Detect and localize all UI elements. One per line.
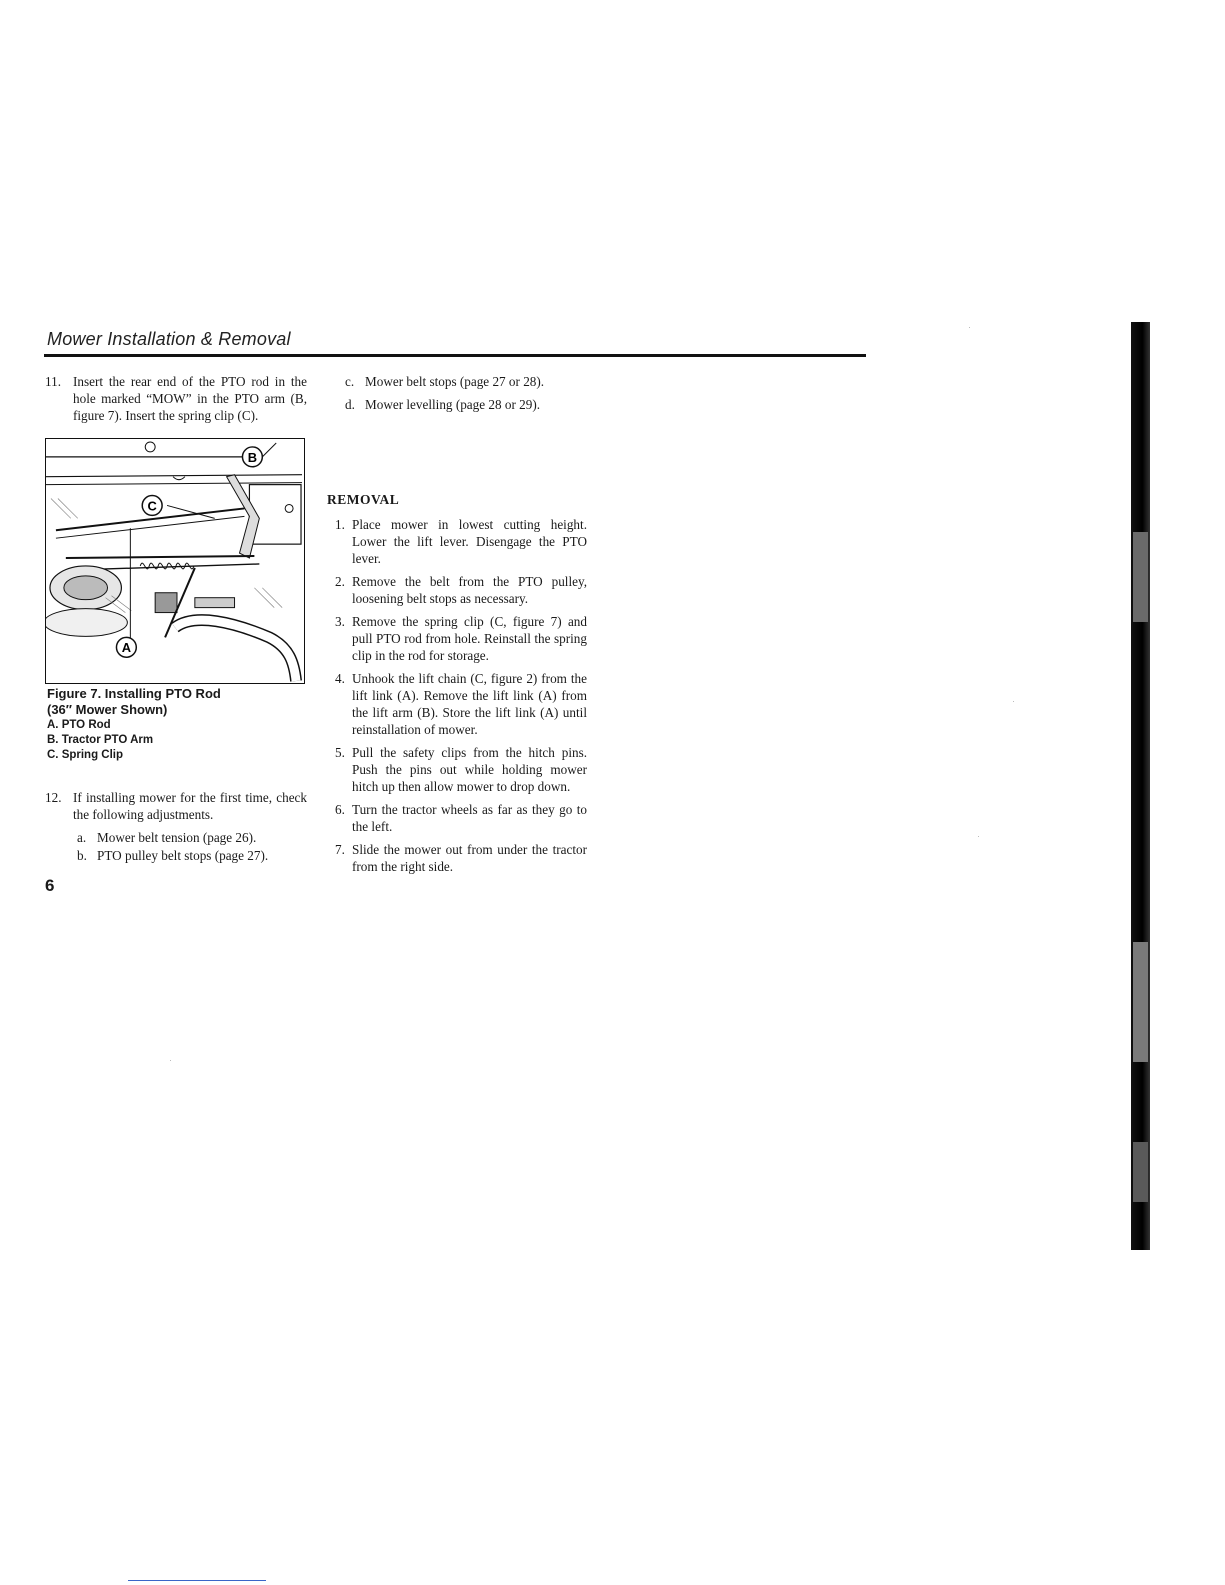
removal-step-3 — [327, 613, 587, 664]
svg-text:B: B — [247, 449, 258, 465]
sub-step-text: PTO pulley belt stops (page 27). — [97, 848, 269, 863]
page-number: 6 — [45, 876, 55, 895]
removal-step-7 — [327, 841, 587, 875]
caption-legend-b: B. Tractor PTO Arm — [47, 734, 154, 746]
right-column — [327, 373, 587, 881]
scan-speckle — [170, 1060, 171, 1061]
bottom-rule — [128, 1580, 266, 1581]
step-text: Pull the safety clips from the hitch pins. Push the pins out while holding mower hitch up then allow mower to drop down. — [352, 745, 587, 794]
binding-edge — [1131, 322, 1150, 1250]
step-text: Place mower in lowest cutting height. Lower the lift lever. Disengage the PTO lever. — [352, 517, 587, 566]
step-text: If installing mower for the first time, check the following adjustments. — [73, 790, 307, 822]
removal-step-1 — [327, 516, 587, 567]
step-text: Unhook the lift chain (C, figure 2) from the lift link (A). Remove the lift link (A) from the lift arm (B). Store the lift link (A) until reinstallation of mower. — [352, 671, 587, 737]
step-text: Remove the belt from the PTO pulley, loosening belt stops as necessary. — [352, 574, 587, 606]
scan-speckle — [1013, 701, 1014, 702]
caption-legend-c: C. Spring Clip — [47, 749, 124, 761]
step-text: Insert the rear end of the PTO rod in the hole marked “MOW” in the PTO arm (B, figure 7). Insert the spring clip (C). — [73, 374, 307, 423]
step-11 — [45, 373, 307, 424]
sub-step-letter: c. — [345, 374, 355, 389]
sub-step-letter: d. — [345, 397, 355, 412]
step-number: 4. — [335, 671, 345, 686]
sub-step-text: Mower levelling (page 28 or 29). — [365, 397, 541, 412]
scan-speckle — [969, 327, 970, 328]
step-number: 12. — [45, 790, 62, 805]
removal-step-2 — [327, 573, 587, 607]
caption-title: Figure 7. Installing PTO Rod — [47, 686, 221, 701]
sub-step-d — [327, 396, 587, 413]
sub-step-letter: a. — [77, 830, 87, 845]
step-number: 6. — [335, 802, 345, 817]
figure-7-illustration — [45, 438, 305, 684]
step-number: 2. — [335, 574, 345, 589]
title-rule — [44, 354, 866, 357]
sub-step-a — [45, 829, 307, 846]
step-number: 11. — [45, 374, 61, 389]
sub-step-text: Mower belt stops (page 27 or 28). — [365, 374, 545, 389]
step-number: 1. — [335, 517, 345, 532]
left-column-lower — [45, 789, 307, 870]
caption-legend-a: A. PTO Rod — [47, 719, 111, 731]
removal-heading: REMOVAL — [327, 492, 400, 507]
step-number: 7. — [335, 842, 345, 857]
removal-step-4 — [327, 670, 587, 738]
section-title: Mower Installation & Removal — [47, 329, 291, 349]
svg-text:A: A — [121, 640, 132, 656]
step-12 — [45, 789, 307, 823]
step-text: Remove the spring clip (C, figure 7) and pull PTO rod from hole. Reinstall the spring clip in the rod for storage. — [352, 614, 587, 663]
figure-caption — [47, 686, 307, 763]
callout-a — [116, 637, 136, 657]
step-text: Turn the tractor wheels as far as they go to the left. — [352, 802, 587, 834]
step-text: Slide the mower out from under the tractor from the right side. — [352, 842, 587, 874]
step-number: 3. — [335, 614, 345, 629]
sub-step-c — [327, 373, 587, 390]
step-number: 5. — [335, 745, 345, 760]
removal-step-5 — [327, 744, 587, 795]
sub-step-letter: b. — [77, 848, 87, 863]
caption-subtitle: (36″ Mower Shown) — [47, 702, 168, 717]
scan-speckle — [978, 836, 979, 837]
sub-step-b — [45, 847, 307, 864]
left-column — [45, 373, 307, 430]
sub-step-text: Mower belt tension (page 26). — [97, 830, 257, 845]
svg-text:C: C — [147, 498, 157, 514]
callout-b — [242, 447, 262, 467]
callout-c — [142, 496, 162, 516]
removal-step-6 — [327, 801, 587, 835]
